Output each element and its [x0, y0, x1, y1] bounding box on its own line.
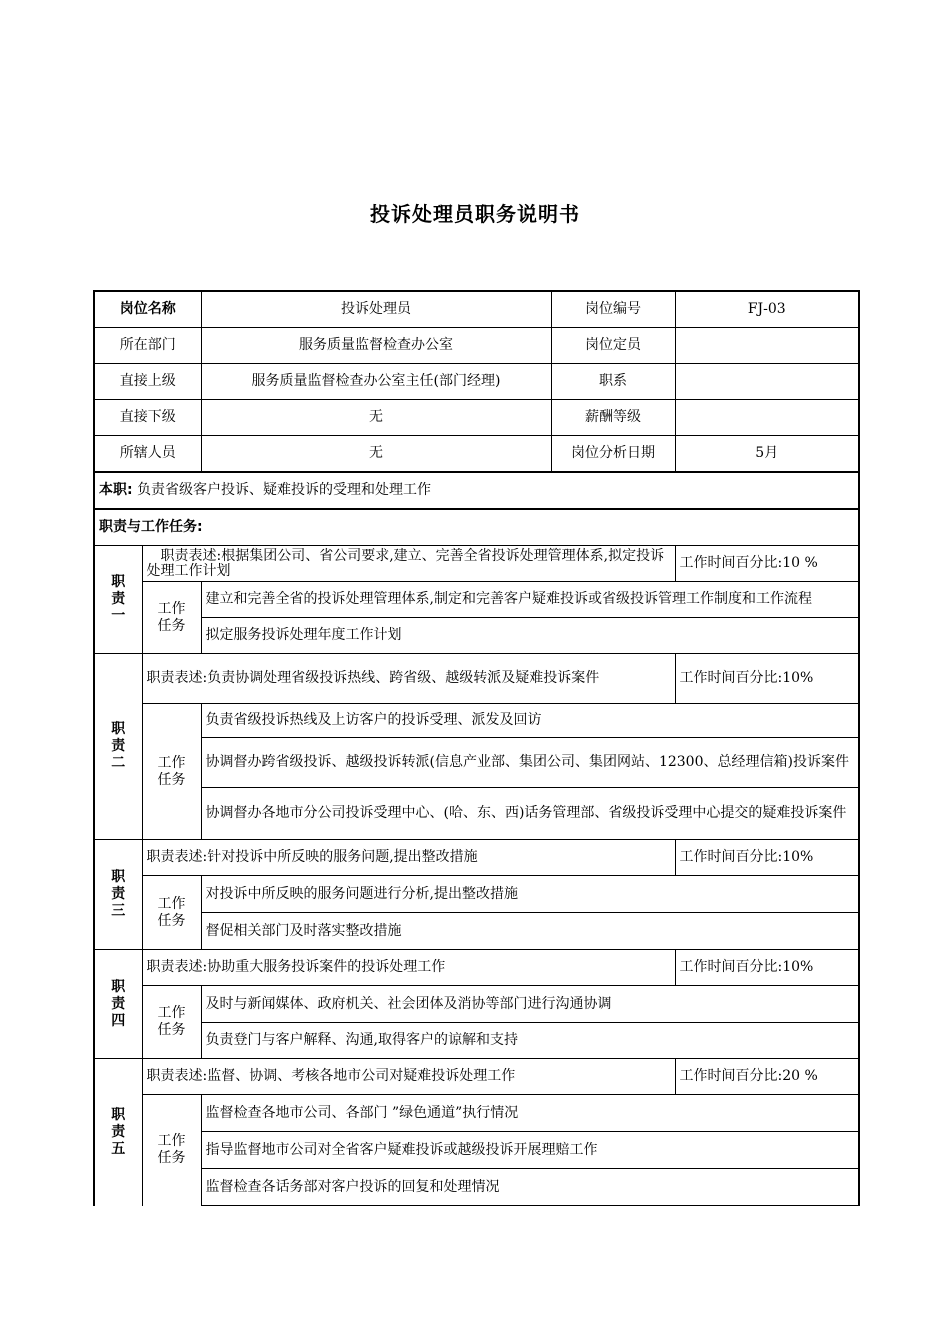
- info-label: 直接下级: [94, 400, 201, 436]
- duty-task: 监督检查各话务部对客户投诉的回复和处理情况: [201, 1169, 859, 1206]
- task-label-line: 工作: [157, 754, 186, 771]
- task-label-line: 工作: [157, 600, 186, 617]
- duty-time-percent: 工作时间百分比:10%: [675, 654, 859, 704]
- task-label: [142, 876, 201, 950]
- info-label: 岗位分析日期: [551, 436, 675, 473]
- duty-label-char: 职: [111, 869, 126, 885]
- summary-cell: [94, 472, 859, 509]
- duty-description-row: [94, 950, 859, 986]
- job-description-table: [93, 290, 860, 1206]
- duty-label: [94, 654, 142, 840]
- info-value: [675, 400, 859, 436]
- info-row: [94, 328, 859, 364]
- duty-task: 协调督办各地市分公司投诉受理中心、(哈、东、西)话务管理部、省级投诉受理中心提交的疑难投诉案件: [201, 788, 859, 840]
- duties-header: 职责与工作任务:: [94, 509, 859, 546]
- duty-description: 职责表述:协助重大服务投诉案件的投诉处理工作: [142, 950, 675, 986]
- duty-label-char: 四: [111, 1012, 126, 1029]
- duty-task: 负责省级投诉热线及上访客户的投诉受理、派发及回访: [201, 704, 859, 738]
- duty-task: 监督检查各地市公司、各部门 ”绿色通道”执行情况: [201, 1095, 859, 1132]
- duty-label-char: 职: [111, 1106, 126, 1123]
- duty-time-percent: 工作时间百分比:10 %: [675, 546, 859, 582]
- info-value: 无: [201, 436, 551, 473]
- duty-task: 协调督办跨省级投诉、越级投诉转派(信息产业部、集团公司、集团网站、12300、总经理信箱)投诉案件: [201, 738, 859, 788]
- duty-description: 职责表述:根据集团公司、省公司要求,建立、完善全省投诉处理管理体系,拟定投诉处理工作计划: [142, 546, 675, 582]
- task-label: [142, 704, 201, 840]
- duty-task-row: [94, 704, 859, 738]
- info-label: 岗位编号: [551, 291, 675, 328]
- info-value: [675, 328, 859, 364]
- duty-task: 对投诉中所反映的服务问题进行分析,提出整改措施: [201, 876, 859, 913]
- duty-description: 职责表述:负责协调处理省级投诉热线、跨省级、越级转派及疑难投诉案件: [142, 654, 675, 704]
- duty-task-row: [94, 913, 859, 950]
- task-label-line: 工作: [157, 1005, 186, 1021]
- duty-task-row: [94, 876, 859, 913]
- duty-task-row: [94, 1095, 859, 1132]
- info-label: 薪酬等级: [551, 400, 675, 436]
- duty-task-row: [94, 1132, 859, 1169]
- task-label-line: 任务: [157, 771, 186, 788]
- duty-description-row: [94, 840, 859, 876]
- duty-task-row: [94, 618, 859, 654]
- duty-task: 督促相关部门及时落实整改措施: [201, 913, 859, 950]
- duty-description-row: [94, 546, 859, 582]
- task-label-line: 工作: [157, 895, 186, 912]
- duty-task-row: [94, 738, 859, 788]
- task-label-line: 任务: [157, 912, 186, 929]
- info-label: 职系: [551, 364, 675, 400]
- duty-label: [94, 546, 142, 654]
- info-row: [94, 436, 859, 473]
- info-row: [94, 400, 859, 436]
- summary-row: [94, 472, 859, 509]
- duty-description-row: [94, 1059, 859, 1095]
- duty-time-percent: 工作时间百分比:10%: [675, 840, 859, 876]
- duty-label: [94, 1059, 142, 1206]
- duty-task-row: [94, 788, 859, 840]
- page-title: 投诉处理员职务说明书: [370, 202, 580, 226]
- duty-label-char: 三: [111, 903, 126, 919]
- duty-label-char: 职: [111, 574, 126, 590]
- task-label-line: 工作: [157, 1133, 186, 1150]
- duty-label-char: 职: [111, 978, 126, 995]
- duty-label-char: 责: [111, 886, 126, 902]
- duty-label-char: 责: [111, 591, 126, 607]
- info-value: 服务质量监督检查办公室: [201, 328, 551, 364]
- info-row: [94, 291, 859, 328]
- summary-text: 负责省级客户投诉、疑难投诉的受理和处理工作: [137, 482, 432, 498]
- duty-task-row: [94, 986, 859, 1023]
- duty-label: [94, 950, 142, 1059]
- info-label: 所辖人员: [94, 436, 201, 473]
- task-label: [142, 1095, 201, 1206]
- duty-description-row: [94, 654, 859, 704]
- duty-task: 指导监督地市公司对全省客户疑难投诉或越级投诉开展理赔工作: [201, 1132, 859, 1169]
- duty-label-char: 责: [111, 995, 126, 1012]
- summary-colon: :: [127, 482, 133, 498]
- info-label: 岗位名称: [94, 291, 201, 328]
- task-label-line: 任务: [157, 1022, 186, 1038]
- duty-label-char: 二: [111, 755, 126, 771]
- task-label: [142, 582, 201, 654]
- info-value: 投诉处理员: [201, 291, 551, 328]
- info-value: [675, 364, 859, 400]
- duty-description: 职责表述:监督、协调、考核各地市公司对疑难投诉处理工作: [142, 1059, 675, 1095]
- duty-label-char: 责: [111, 738, 126, 754]
- info-value: 5月: [675, 436, 859, 473]
- duty-time-percent: 工作时间百分比:20 %: [675, 1059, 859, 1095]
- duty-label-char: 一: [111, 608, 126, 624]
- info-label: 直接上级: [94, 364, 201, 400]
- info-row: [94, 364, 859, 400]
- duty-label-char: 职: [111, 721, 126, 737]
- task-label: [142, 986, 201, 1059]
- info-value: 无: [201, 400, 551, 436]
- duty-task-row: [94, 1169, 859, 1206]
- duty-label: [94, 840, 142, 950]
- duty-time-percent: 工作时间百分比:10%: [675, 950, 859, 986]
- duty-task: 建立和完善全省的投诉处理管理体系,制定和完善客户疑难投诉或省级投诉管理工作制度和工作流程: [201, 582, 859, 618]
- duty-task: 拟定服务投诉处理年度工作计划: [201, 618, 859, 654]
- duty-task-row: [94, 1023, 859, 1059]
- info-value: FJ-03: [675, 291, 859, 328]
- summary-label: 本职: [99, 482, 127, 498]
- duty-description: 职责表述:针对投诉中所反映的服务问题,提出整改措施: [142, 840, 675, 876]
- info-label: 岗位定员: [551, 328, 675, 364]
- duty-label-char: 责: [111, 1123, 126, 1140]
- duty-task: 负责登门与客户解释、沟通,取得客户的谅解和支持: [201, 1023, 859, 1059]
- info-value: 服务质量监督检查办公室主任(部门经理): [201, 364, 551, 400]
- info-label: 所在部门: [94, 328, 201, 364]
- task-label-line: 任务: [157, 1150, 186, 1167]
- duty-label-char: 五: [111, 1140, 126, 1157]
- duty-task: 及时与新闻媒体、政府机关、社会团体及消协等部门进行沟通协调: [201, 986, 859, 1023]
- duties-header-row: [94, 509, 859, 546]
- duty-task-row: [94, 582, 859, 618]
- task-label-line: 任务: [157, 617, 186, 634]
